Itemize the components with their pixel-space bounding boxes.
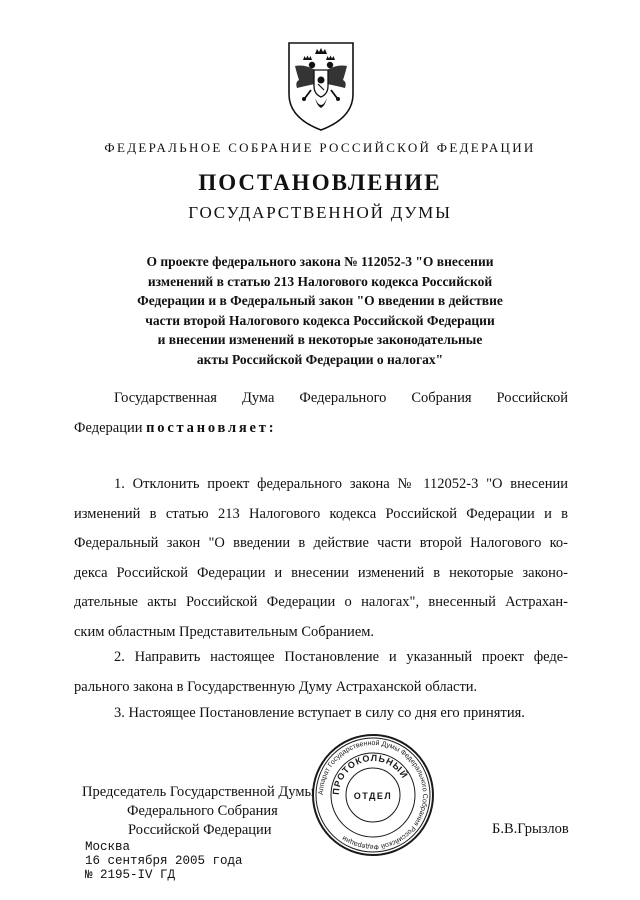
signatory-title: Председатель Государственной Думы	[82, 784, 315, 800]
heading-line: части второй Налогового кодекса Российской Федерации	[145, 312, 495, 328]
document-footer	[85, 840, 243, 882]
item-1-paragraph	[74, 470, 568, 647]
paragraph-line: ским областным Представительным Собранием.	[74, 623, 375, 640]
document-type: ПОСТАНОВЛЕНИЕ	[198, 170, 442, 195]
seal-center-text: ОТДЕЛ	[353, 791, 393, 801]
seal-inner-ring-text: ПРОТОКОЛЬНЫЙ	[330, 752, 411, 796]
item-3-paragraph	[74, 699, 568, 729]
heading-line: О проекте федерального закона № 112052-3 "О внесении	[146, 254, 494, 269]
preamble-prefix: Федерации	[74, 419, 147, 436]
signatory-title: Российской Федерации	[128, 822, 272, 838]
paragraph-line: Федеральный закон "О введении в действие части второй Налогового ко-	[74, 535, 568, 551]
organization-name: ФЕДЕРАЛЬНОЕ СОБРАНИЕ РОССИЙСКОЙ ФЕДЕРАЦИИ	[104, 140, 536, 155]
heading-line: и внесении изменений в некоторые законодательные	[157, 332, 483, 347]
heading-line: изменений в статью 213 Налогового кодекса Российской	[147, 273, 493, 289]
preamble-paragraph	[74, 384, 568, 443]
paragraph-line: 2. Направить настоящее Постановление и указанный проект феде-	[114, 649, 568, 665]
issuer-name: ГОСУДАРСТВЕННОЙ ДУМЫ	[188, 203, 452, 222]
preamble-line: Государственная Дума Федерального Собрания Российской	[114, 390, 568, 406]
paragraph-line: дательные акты Российской Федерации о налогах", внесенный Астрахан-	[74, 594, 568, 610]
coat-of-arms-icon	[285, 40, 357, 132]
signature-block	[82, 783, 314, 840]
footer-date: 16 сентября 2005 года	[85, 854, 243, 868]
preamble-line	[74, 414, 568, 444]
paragraph-line: 1. Отклонить проект федерального закона № 112052-3 "О внесении	[114, 476, 568, 492]
paragraph-line: 3. Настоящее Постановление вступает в силу со дня его принятия.	[114, 705, 525, 721]
signatory-title: Федерального Собрания	[127, 803, 278, 819]
footer-city: Москва	[85, 840, 131, 854]
paragraph-line: изменений в статью 213 Налогового кодекса Российской Федерации и в	[74, 505, 568, 522]
official-seal	[310, 732, 436, 858]
decree-verb: постановляет:	[146, 419, 277, 436]
footer-number: № 2195-IV ГД	[85, 868, 176, 882]
signatory-name: Б.В.Грызлов	[492, 821, 569, 837]
item-2-paragraph	[74, 643, 568, 702]
heading-line: Федерации и в Федеральный закон "О введении в действие	[137, 293, 503, 308]
seal-outer-ring-text: Аппарат Государственной Думы Федерального Собрания Российской Федерации	[317, 739, 429, 851]
resolution-heading	[60, 252, 580, 369]
heading-line: акты Российской Федерации о налогах"	[196, 351, 444, 367]
paragraph-line: рального закона в Государственную Думу Астраханской области.	[74, 678, 478, 695]
paragraph-line: декса Российской Федерации и внесении изменений в некоторые законо-	[74, 564, 568, 581]
